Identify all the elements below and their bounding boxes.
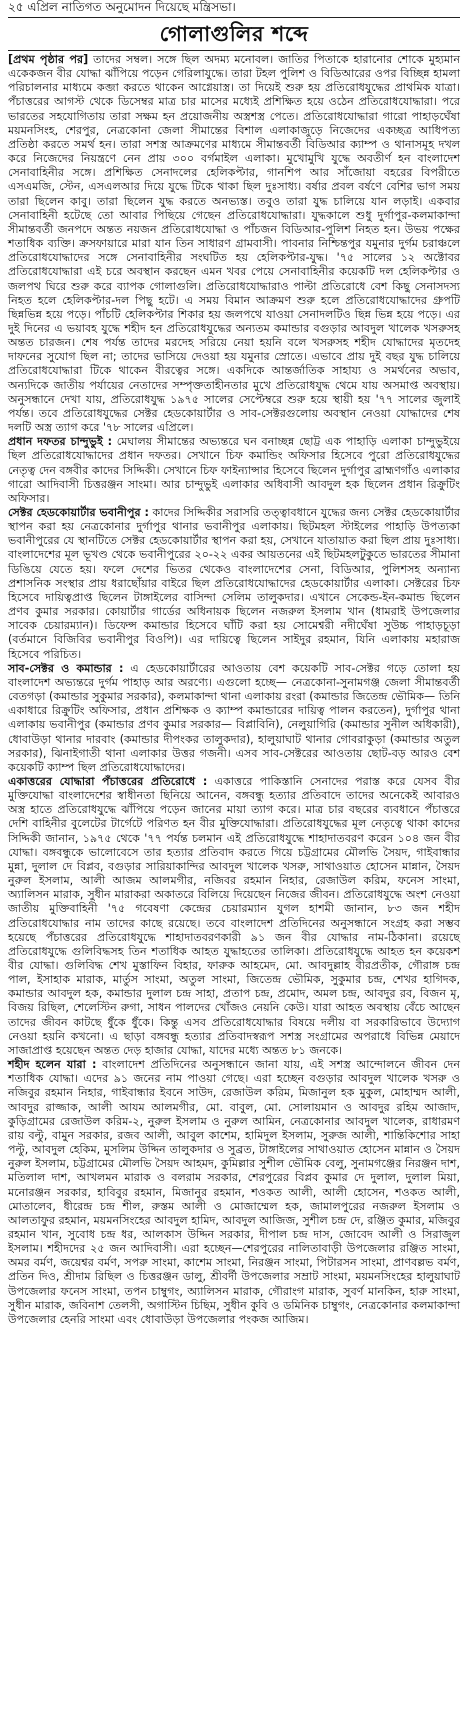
paragraph-sector-hq [8, 506, 460, 662]
previous-article-tail: ২৫ এপ্রিল নাতিগত অনুমোদন দিয়েছে মন্ত্রিসভা। [8, 0, 236, 14]
paragraph-lead: একাত্তরের যোদ্ধারা পঁচাত্তরের প্রতিরোধে : [8, 774, 208, 788]
article-body [8, 53, 460, 1327]
paragraph-text: তাদের সম্বল। সঙ্গে ছিল অদম্য মনোবল। জাতির পিতাকে হারানোর শোকে মুহ্যমান একেকজন বীর যোদ্ধা ঝাঁপিয়ে পড়েন গেরিলাযুদ্ধে। তারা টহল পুলিশ ও বিডিআরের ওপর বিচ্ছিন্ন হামলা পরিচালনার মাধ্যমে কব্জা করতে থাকেন আগ্নেয়াস্ত্র। তা দিয়েই শুরু হয় প্রতিরোধযুদ্ধের প্রাথমিক যাত্রা। পঁচাত্তরের আগস্ট থেকে ডিসেম্বর মাত্র চার মাসের মধ্যেই প্রশিক্ষিত হয়ে ওঠেন প্রতিরোধযোদ্ধারা। পরে ভারতের সহযোগিতায় তারা সক্ষম হন প্রয়োজনীয় অস্ত্রশস্ত্র পেতে। প্রতিরোধযোদ্ধারা গারো পাহাড়ঘেঁষা ময়মনসিংহ, শেরপুর, নেত্রকোনা জেলা সীমান্তের বিশাল এলাকাজুড়ে নিজেদের একচ্ছত্র আধিপত্য প্রতিষ্ঠা করতে সমর্থ হন। তারা সশস্ত্র আক্রমণের মাধ্যমে সীমান্তবর্তী বিডিআর ক্যাম্প ও থানাসমূহ দখল করে নিজেদের নিয়ন্ত্রণে নেন প্রায় ৩০০ বর্গমাইল এলাকা। মুখোমুখি যুদ্ধে অবতীর্ণ হন বাংলাদেশ সেনাবাহিনীর সঙ্গে। প্রশিক্ষিত সেনাদলের হেলিকপ্টার, গানশিপ আর সাঁজোয়া বহরের বিপরীতে এসএমজি, স্টেন, এসএলআর দিয়ে যুদ্ধে টিকে থাকা ছিল দুঃসাধ্য। বর্ষার প্রবল বর্ষণে বেশির ভাগ সময় তারা ছিলেন কাবু। তারা ছিলেন যুদ্ধ করতে অনভ্যস্ত। তবুও তারা যুদ্ধ চালিয়ে যান লড়াই। একবার সেনাবাহিনী হটেছে তো আবার পিছিয়ে গেছেন প্রতিরোধযোদ্ধারা। যুদ্ধকালে শুধু দুর্গাপুর-কলমাকান্দা সীমান্তবর্তী জনপদে অন্তত নয়জন প্রতিরোধযোদ্ধা ও পাঁচজন বিডিআর-পুলিশ নিহত হন। উভয় পক্ষের শতাধিক ব্যক্তি। ক্রসফায়ারে মারা যান তিন সাধারণ গ্রামবাসী। পাবনার নিশ্চিন্তপুর যমুনার দুর্গম চরাঞ্চলে প্রতিরোধযোদ্ধাদের সঙ্গে সেনাবাহিনীর সংঘটিত হয় হেলিকপ্টার-যুদ্ধ। '৭৫ সালের ১২ অক্টোবর প্রতিরোধযোদ্ধারা এই চরে অবস্থান করছেন এমন খবর পেয়ে সেনাবাহিনীর কয়েকটি দল হেলিকপ্টার ও জলপথ ঘিরে শুরু করে ব্যাপক গোলাগুলি। প্রতিরোধযোদ্ধারাও পাল্টা প্রতিরোধে বেশ কিছু সেনাসদস্য নিহত হলে হেলিকপ্টার-দল পিছু হটে। এ সময় বিমান আক্রমণ শুরু হলে প্রতিরোধযোদ্ধাদের গ্রুপটি ছিন্নভিন্ন হয়ে পড়ে। পাঁচটি হেলিকপ্টার শিকার হয় জলপথে যাওয়া সেনাদলটিও ছিন্ন ভিন্ন হয়ে পড়ে। এর দুই দিনের এ ভয়াবহ যুদ্ধে শহীদ হন প্রতিরোধযুদ্ধের অন্যতম কমান্ডার বগুড়ার আবদুল খালেক খসরুসহ অন্তত চারজন। শেষ পর্যন্ত তাদের মরদেহ সরিয়ে নেয়া হয়নি বলে খসরুসহ শহীদ যোদ্ধাদের মৃতদেহ দাফনের সুযোগ ছিল না; তাদের ভাসিয়ে দেওয়া হয় যমুনার স্রোতে। এভাবে প্রায় দুই বছর যুদ্ধ চালিয়ে প্রতিরোধযোদ্ধারা টিকে থাকেন বীরত্বের সঙ্গে। একদিকে আন্তর্জাতিক সাহায্য ও সমর্থনের অভাব, অন্যদিকে জাতীয় পর্যায়ের নেতাদের সম্পৃক্ততাহীনতার মুখে প্রতিরোধযুদ্ধ থেমে যায় অসমাপ্ত অবস্থায়। অনুসন্ধানে দেখা যায়, প্রতিরোধযুদ্ধ ১৯৭৫ সালের সেপ্টেম্বরে শুরু হয়ে স্থায়ী হয় '৭৭ সালের জুলাই পর্যন্ত। তবে প্রতিরোধযুদ্ধের সেক্টর হেডকোয়ার্টার ও সাব-সেক্টরগুলোয় অবস্থান নেওয়া যোদ্ধাদের শেষ দলটি অস্ত্র ত্যাগ করে '৭৮ সালের এপ্রিলে। [8, 53, 460, 435]
paragraph-text: মেঘালয় সীমান্তের অভ্যন্তরে ঘন বনাচ্ছন্ন ছোট্ট এক পাহাড়ি এলাকা চান্দুভুইয়ে ছিল প্রতিরোধযোদ্ধাদের প্রধান দফতর। সেখানে চিফ কমান্ডিং অফিসার হিসেবে পুরো প্রতিরোধযুদ্ধের নেতৃত্ব দেন বঙ্গবীর কাদের সিদ্দিকী। সেখানে চিফ ফাইন্যান্সার হিসেবে ছিলেন দুর্গাপুর ব্রাহ্মণগাঁও এলাকার গারো আদিবাসী চিত্তরঞ্জন সাংমা। আর চান্দুভুই এলাকার অধিবাসী আবদুল হক ছিলেন প্রধান রিক্রুটিং অফিসার। [8, 435, 460, 505]
paragraph-lead: শহীদ হলেন যারা : [8, 1058, 97, 1072]
paragraph-text: বাংলাদেশ প্রতিদিনের অনুসন্ধানে জানা যায়, এই সশস্ত্র আন্দোলনে জীবন দেন শতাধিক যোদ্ধা। এদের ৯১ জনের নাম পাওয়া গেছে। এরা হচ্ছেন বগুড়ার আবদুল খালেক খসরু ও নজিবুর রহমান নিহার, গাইবান্ধার ইবনে সাউদ, রেজাউল করিম, মিজানুল হক মুকুল, মোহাম্মদ আলী, আবদুর রাজ্জাক, আলী আযম আলমগীর, মো. বাবুল, মো. সোলায়মান ও আবদুর রহিম আজাদ, কুড়িগ্রামের রেজাউল করিম-২, নুরুল ইসলাম ও নুরুল আমিন, নেত্রকোনার আবদুল খালেক, রাধারমণ রায় বল্টু, বামুন সরকার, রজব আলী, আবুল কাশেম, হামিদুল ইসলাম, সুরুজ আলী, শান্তিকিশোর সাহা পল্টু, আবদুল হেকিম, মুসলিম উদ্দিন তালুকদার ও সুব্রত, টাঙ্গাইলের সাথাওয়াত হোসেন মান্নান ও সৈয়দ নুরুল ইসলাম, চট্টগ্রামের মৌলভি সৈয়দ আহমদ, কুমিল্লার সুশীল ভৌমিক বেলু, সুনামগঞ্জের নিরঞ্জন দাশ, মতিলাল দাশ, আখলমন মারাক ও বলরাম সরকার, শেরপুরের বিপ্লব কুমার দে দুলাল, দুলাল মিয়া, মনোরঞ্জন সরকার, হাবিবুর রহমান, মিজানুর রহমান, শওকত আলী, আলী হোসেন, শওকত আলী, মোতালেব, ধীরেন্দ্র চন্দ্র শীল, রুস্তম আলী ও মোজাম্মেল হক, জামালপুরের নজরুল ইসলাম ও আলতাফুর রহমান, ময়মনসিংহের আবদুল হামিদ, আবদুল আজিজ, সুশীল চন্দ্র দে, রঞ্জিত কুমার, মজিবুর রহমান খান, সুবোধ চন্দ্র ধর, আলকাস উদ্দিন সরকার, দীপাল চন্দ্র দাস, জোবেদ আলী ও সিরাজুল ইসলাম। শহীদদের ২৫ জন আদিবাসী। এরা হচ্ছেন—শেরপুরের নালিতাবাড়ী উপজেলার রঞ্জিত সাংমা, অমর বর্মণ, জয়েশ্বর বর্মণ, সপরু সাংমা, কাশেম সাংমা, নিরঞ্জন সাংমা, পিটারসন সাংমা, প্রাণবল্লভ বর্মণ, প্রতিন দিও, শ্রীদাম রিছিল ও চিত্তরঞ্জন ডালু, শ্রীবর্দী উপজেলার সম্রাট সাংমা, ময়মনসিংহের হালুয়াঘাট উপজেলার ফনেস সাংমা, তপন চাম্বুগং, অ্যালিসন মারাক, গৌরাংগ মারাক, সুবর্ণ মানকিন, হারু সাংমা, সুধীন মারাক, জবিনাশ তেলসী, অগাস্টিন চিছিম, সুধীন কুবি ও ডমিনিক চাম্বুগং, নেত্রকোনার কলমাকান্দা উপজেলার হেনরি সাংমা এবং ধোবাউড়া উপজেলার পংকজ আজিম। [8, 1058, 461, 1326]
paragraph-text: একাত্তরে পাকিস্তানি সেনাদের পরাস্ত করে যেসব বীর মুক্তিযোদ্ধা বাংলাদেশের স্বাধীনতা ছিনিয়ে আনেন, বঙ্গবন্ধু হত্যার প্রতিবাদে তাদের অনেকেই আবারও অস্ত্র হাতে প্রতিরোধযুদ্ধে ঝাঁপিয়ে পড়েন জানের মায়া ত্যাগ করে। মাত্র চার বছরের ব্যবধানে পঁচাত্তরে দেশি বাহিনীর বুলেটের টার্গেটে পরিণত হন বীর মুক্তিযোদ্ধারা। প্রতিরোধযুদ্ধের মূল নেতৃত্বে থাকা কাদের সিদ্দিকী জানান, ১৯৭৫ থেকে '৭৭ পর্যন্ত চলমান এই প্রতিরোধযুদ্ধে শাহাদাতবরণ করেন ১০৪ জন বীর যোদ্ধা। বঙ্গবন্ধুকে ভালোবেসে তার হত্যার প্রতিবাদ করতে গিয়ে চট্টগ্রামের মৌলভি সৈয়দ, গাইবান্ধার মুন্না, দুলাল দে বিপ্লব, বগুড়ার সারিয়াকান্দির আবদুল খালেক খসরু, সাথাওয়াত হোসেন মান্নান, সৈয়দ নুরুল ইসলাম, আলী আজম আলমগীর, নজিবর রহমান নিহার, রেজাউল করিম, ফনেস সাংমা, অ্যালিসন মারাক, সুধীন মারাকরা অকাতরে বিলিয়ে দিয়েছেন নিজের জীবন। প্রতিরোধযুদ্ধে অংশ নেওয়া জাতীয় মুক্তিবাহিনী '৭৫ গবেষণা কেন্দ্রের চেয়ারম্যান যুগল হাশমী জানান, ৮৩ জন শহীদ প্রতিরোধযোদ্ধার নাম তাদের কাছে রয়েছে। তবে বাংলাদেশ প্রতিদিনের অনুসন্ধানে সংগ্রহ করা সম্ভব হয়েছে পঁচাত্তরের প্রতিরোধযুদ্ধে শাহাদাতবরণকারী ৯১ জন বীর যোদ্ধার নাম-ঠিকানা। রয়েছে প্রতিরোধযুদ্ধে গুলিবিদ্ধসহ তিন শতাধিক আহত যুদ্ধাহতের তালিকা। প্রতিরোধযুদ্ধে আহত হন কয়েকশ বীর যোদ্ধা। গুলিবিদ্ধ শেখ মুস্তাফিন বিহার, ফারুক আহমেদ, মো. আবদুল্লাহ বীরপ্রতীক, গৌরাঙ্গ চন্দ্র পাল, ইসাহাক মারাক, মার্তুস সাংমা, অতুল সাংমা, জিতেন্দ্র ভৌমিক, সুকুমার চন্দ্র, শেখর হাগিদক, কমান্ডার আবদুল হক, কমান্ডার দুলাল চন্দ্র সাহা, প্রতাপ চন্দ্র, প্রমোদ, অমল চন্দ্র, আবদুর রব, বিজন মৃ, বিজয় রিছিল, শেলেস্টিন রুগা, সাধন পালদের খোঁজও নেয়নি কেউ। যারা আহত অবস্থায় বেঁচে আছেন তাদের জীবন কাটছে ধুঁকে ধুঁকে। কিন্তু এসব প্রতিরোধযোদ্ধার বিষয়ে দলীয় বা সরকারিভাবে উদ্যোগ নেওয়া হয়নি কখনো। এ ছাড়া বঙ্গবন্ধু হত্যার প্রতিবাদস্বরূপ সশস্ত্র সংগ্রামের অপরাধে বিভিন্ন মেয়াদে সাজাপ্রাপ্ত হয়েছেন অন্তত দেড় হাজার যোদ্ধা, যাদের মধ্যে অন্তত ৮১ জনকে। [8, 774, 460, 1057]
page [8, 0, 460, 1327]
paragraph-martyrs [8, 1058, 460, 1327]
top-divider [8, 17, 460, 18]
article-headline: গোলাগুলির শব্দে [159, 21, 309, 46]
paragraph-lead: [প্রথম পৃষ্ঠার পর] [8, 53, 89, 66]
paragraph-sub-sectors [8, 662, 460, 775]
paragraph-lead: সাব-সেক্টর ও কমান্ডার : [8, 661, 124, 675]
paragraph-lead: সেক্টর হেডকোয়ার্টার ভবানীপুর : [8, 506, 149, 519]
headline-divider [8, 50, 460, 51]
paragraph-veterans [8, 775, 460, 1058]
paragraph-lead: প্রধান দফতর চান্দুভুই : [8, 435, 113, 449]
paragraph-headquarters [8, 435, 460, 506]
paragraph-text: কাদের সিদ্দিকীর সরাসরি তত্ত্বাবধানে যুদ্ধের জন্য সেক্টর হেডকোয়ার্টার স্থাপন করা হয় নেত্রকোনার দুর্গাপুর থানার ভবানীপুর এলাকায়। ছিটমহল স্টাইলের পাহাড়ি উপত্যকা ভবানীপুরের যে স্থানটিতে সেক্টর হেডকোয়ার্টার স্থাপন করা হয়, সেখানে যাতায়াত করা ছিল প্রায় দুঃসাধ্য। বাংলাদেশের মূল ভূখণ্ড থেকে ভবানীপুরের ২০-২২ একর আয়তনের এই ছিটমহলটুকুতে ভারতের সীমানা ডিঙিয়ে যেতে হয়। ফলে দেশের ভিতর থেকেও বাংলাদেশের সেনা, বিডিআর, পুলিশসহ অন্যান্য প্রশাসনিক সংস্থার প্রায় ধরাছোঁয়ার বাইরে ছিল প্রতিরোধযোদ্ধাদের হেডকোয়ার্টার এলাকা। সেক্টরের চিফ হিসেবে দায়িত্বপ্রাপ্ত ছিলেন টাঙ্গাইলের বাসিন্দা সেলিম তালুকদার। এখানে সেকেন্ড-ইন-কমান্ড ছিলেন প্রণব কুমার সরকার। কোয়ার্টার গার্ডের অধিনায়ক ছিলেন নজরুল ইসলাম খান (ধামরাই উপজেলার সাবেক চেয়ারম্যান)। ডিফেন্স কমান্ডার হিসেবে ঘাঁটি করা হয় সোমেশ্বরী নদীঘেঁষা সুউচ্চ পাহাড়চূড়া (বর্তমানে বিজিবির ভবানীপুর বিওপি)। এর দায়িত্বে ছিলেন সাইদুর রহমান, যিনি এলাকায় মহারাজ হিসেবে পরিচিত। [8, 506, 460, 661]
paragraph-text: এ হেডকোয়ার্টারের আওতায় বেশ কয়েকটি সাব-সেক্টর গড়ে তোলা হয় বাংলাদেশ অভ্যন্তরে দুর্গম পাহাড় আর অরণ্যে। এগুলো হচ্ছে— নেত্রকোনা-সুনামগঞ্জ জেলা সীমান্তবর্তী বেতগড়া (কমান্ডার সুকুমার সরকার), কলমাকান্দা থানা এলাকায় রংরা (কমান্ডার জিতেন্দ্র ভৌমিক— তিনি একাধারে রিক্রুটিং অফিসার, প্রধান প্রশিক্ষক ও ক্যাম্প কমান্ডারের দায়িত্ব পালন করতেন), দুর্গাপুর থানা এলাকায় ভবানীপুর (কমান্ডার প্রণব কুমার সরকার— বিপ্লাবিনি), নেলুয়াগিরি (কমান্ডার সুনীল অধিকারী), ধোবাউড়া থানার দারবাং (কমান্ডার দীপংকর তালুকদার), হালুয়াঘাট থানার গোবরাকুড়া (কমান্ডার অতুল সরকার), ঝিনাইগাতী থানা এলাকার উত্তর গজনী। এসব সাব-সেক্টরের আওতায় ছোট-বড় আরও বেশ কয়েকটি ক্যাম্প ছিল প্রতিরোধযোদ্ধাদের। [8, 661, 460, 774]
paragraph-intro [8, 53, 460, 435]
